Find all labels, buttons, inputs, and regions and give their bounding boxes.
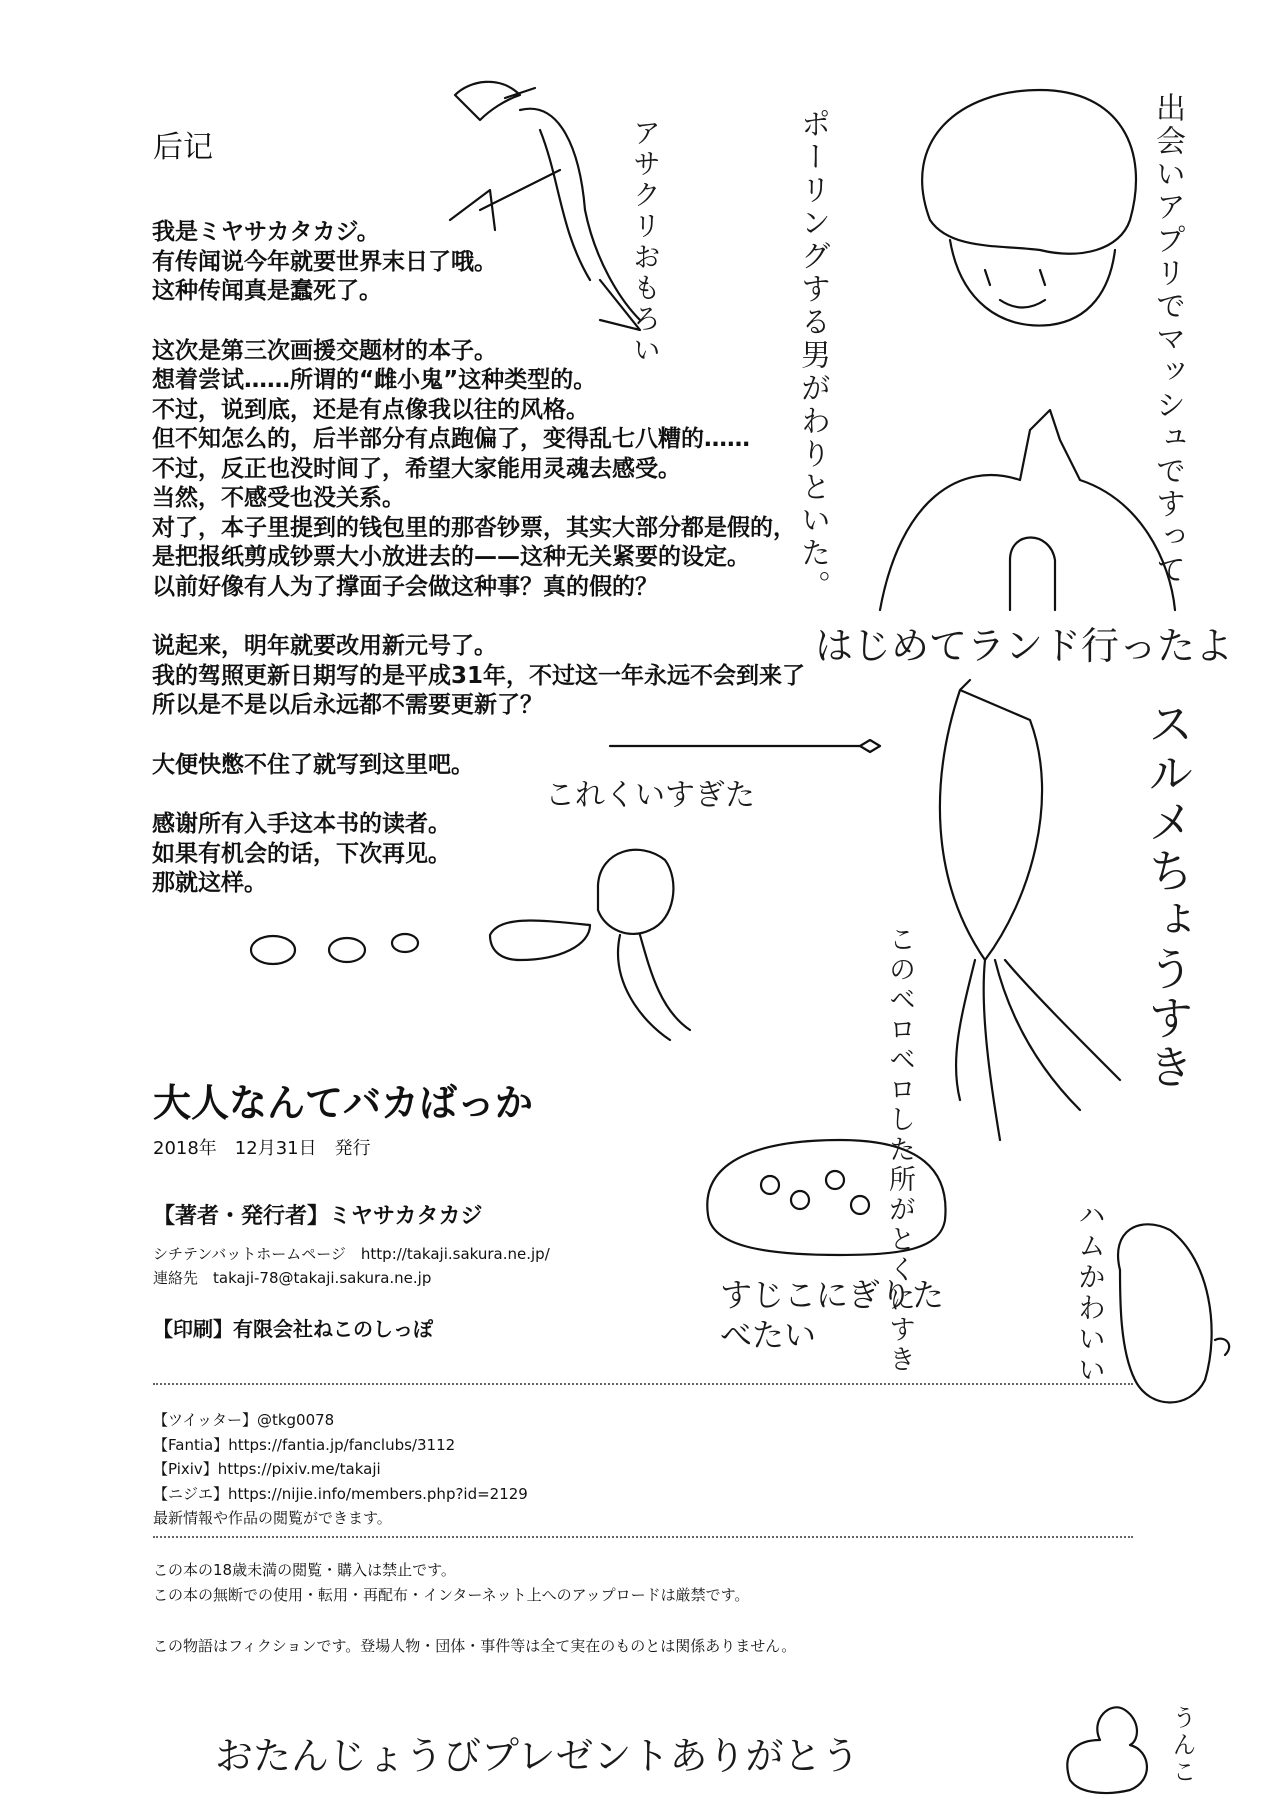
- handwritten-birthday: おたんじょうびプレゼントありがとう: [215, 1734, 860, 1778]
- email-line: 連絡先 takaji-78@takaji.sakura.ne.jp: [153, 1269, 432, 1287]
- nijie-link[interactable]: 【ニジエ】https://nijie.info/members.php?id=2129: [153, 1484, 528, 1503]
- afterword-line: 说起来，明年就要改用新元号了。: [152, 633, 497, 659]
- author-line: 【著者・発行者】ミヤサカタカジ: [153, 1204, 483, 1229]
- age-notice: この本の18歳未満の閲覧・購入は禁止です。: [153, 1561, 456, 1579]
- book-title: 大人なんてバカばっか: [153, 1081, 534, 1125]
- afterword-title: 后记: [153, 130, 213, 165]
- roe-sketch: [791, 1191, 809, 1209]
- face-sketch: [950, 240, 1115, 326]
- handwritten-tentacle: このベロベロした所がとくにすき: [884, 925, 915, 1375]
- handwritten-asakuri: アサクリおもろい: [629, 118, 662, 366]
- afterword-line: 当然，不感受也没关系。: [152, 485, 405, 511]
- afterword-line: 大便快憋不住了就写到这里吧。: [152, 751, 474, 778]
- afterword-line: 我是ミヤサカタカジ。: [152, 219, 380, 245]
- afterword-line: 想着尝试……所谓的“雌小鬼”这种类型的。: [152, 367, 597, 393]
- handwritten-eat-too-much: これくいすぎた: [545, 778, 755, 813]
- mushroom-head-sketch: [922, 90, 1136, 254]
- afterword-line: 有传闻说今年就要世界末日了哦。: [152, 248, 497, 275]
- handwritten-surume: スルメちょうすき: [1141, 700, 1195, 1092]
- afterword-line: 是把报纸剪成钞票大小放进去的——这种无关紧要的设定。: [152, 544, 750, 570]
- afterword-line: 感谢所有入手这本书的读者。: [152, 811, 451, 837]
- afterword-line: 那就这样。: [152, 870, 267, 896]
- afterword-line: 所以是不是以后永远都不需要更新了？: [152, 692, 543, 718]
- social-links: [153, 1408, 528, 1531]
- twitter-link[interactable]: 【ツイッター】@tkg0078: [153, 1411, 335, 1429]
- bubble-sketch: [392, 934, 418, 952]
- roe-sketch: [851, 1196, 869, 1214]
- fiction-notice: この物語はフィクションです。登場人物・団体・事件等は全て実在のものとは関係ありません。: [153, 1637, 797, 1655]
- links-note: 最新情報や作品の閲覧ができます。: [153, 1509, 392, 1527]
- legal-notices: [153, 1558, 796, 1659]
- roe-sketch: [761, 1176, 779, 1194]
- homepage-line: シチテンバットホームページ http://takaji.sakura.ne.jp/: [153, 1245, 550, 1263]
- copyright-notice: この本の無断での使用・転用・再配布・インターネット上へのアップロードは厳禁です。: [153, 1586, 750, 1604]
- fantia-link[interactable]: 【Fantia】https://fantia.jp/fanclubs/3112: [153, 1435, 456, 1454]
- dotted-divider: [153, 1383, 1133, 1385]
- afterword-line: 这种传闻真是蠢死了。: [152, 278, 382, 304]
- bubble-sketch: [329, 938, 365, 962]
- squid-sketch: [940, 680, 1120, 1140]
- castle-sketch: [880, 410, 1175, 610]
- afterword-line: 不过，说到底，还是有点像我以往的风格。: [152, 396, 589, 423]
- unko-sketch: [1067, 1707, 1147, 1793]
- afterword-line: 不过，反正也没时间了，希望大家能用灵魂去感受。: [152, 455, 681, 482]
- bubble-sketch: [251, 936, 295, 964]
- handwritten-hamster: ハムかわいい: [1074, 1200, 1107, 1386]
- handwritten-onigiri: すじこにぎりたべたい: [720, 1276, 945, 1354]
- publish-date: 2018年 12月31日 発行: [153, 1138, 371, 1159]
- bird-sketch: [455, 82, 535, 120]
- printer-line: 【印刷】有限会社ねこのしっぽ: [153, 1317, 433, 1341]
- hamster-sketch: [1118, 1224, 1229, 1402]
- handwritten-app: 出会いアプリでマッシュですって: [1150, 92, 1185, 587]
- afterword-line: 但不知怎么的，后半部分有点跑偏了，变得乱七八糟的……: [152, 426, 750, 452]
- pixiv-link[interactable]: 【Pixiv】https://pixiv.me/takaji: [153, 1460, 381, 1478]
- handwritten-polling: ポーリングする男がわりといた。: [795, 108, 830, 603]
- contact-info: [153, 1242, 550, 1290]
- afterword-line: 我的驾照更新日期写的是平成31年，不过这一年永远不会到来了: [152, 662, 806, 689]
- afterword-line: 对了，本子里提到的钱包里的那沓钞票，其实大部分都是假的，: [152, 514, 796, 541]
- afterword-line: 以前好像有人为了撑面子会做这种事？真的假的？: [152, 573, 658, 600]
- afterword-line: 如果有机会的话，下次再见。: [152, 840, 451, 867]
- afterword-line: 这次是第三次画援交题材的本子。: [152, 337, 497, 364]
- dotted-divider: [153, 1536, 1133, 1538]
- handwritten-unko: うんこ: [1168, 1705, 1196, 1786]
- roe-sketch: [826, 1171, 844, 1189]
- handwritten-land: はじめてランド行ったよ: [815, 624, 1234, 668]
